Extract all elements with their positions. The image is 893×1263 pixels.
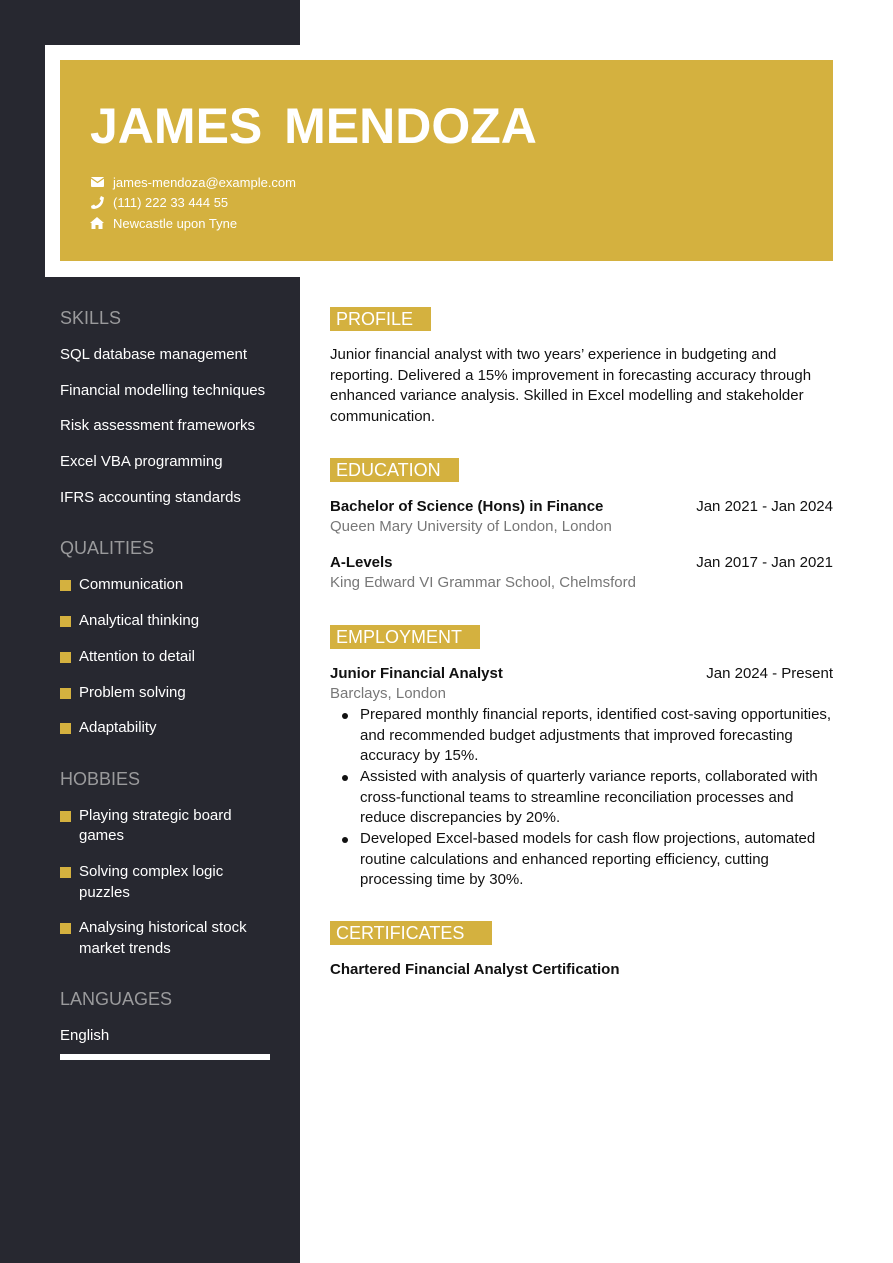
language-level-bar xyxy=(60,1054,270,1060)
quality-item xyxy=(60,575,275,596)
achievement-item: Assisted with analysis of quarterly variance reports, collaborated with cross-functional teams to streamline reconciliation processes and reduce discrepancies by 20%. xyxy=(330,767,833,829)
certificates-heading: CERTIFICATES xyxy=(330,921,492,945)
education-entry xyxy=(330,497,833,538)
language-name: English xyxy=(60,1027,110,1045)
skill-item: Risk assessment frameworks xyxy=(60,417,256,435)
quality-text: Attention to detail xyxy=(79,647,195,665)
skill-item: IFRS accounting standards xyxy=(60,488,241,506)
square-bullet-icon xyxy=(60,688,71,699)
location-text: Newcastle upon Tyne xyxy=(113,215,238,231)
quality-text: Communication xyxy=(79,576,184,594)
certificate-item: Chartered Financial Analyst Certification xyxy=(330,961,620,979)
degree-title: A-Levels xyxy=(330,553,393,571)
envelope-icon xyxy=(90,175,104,189)
hobby-text: Playing strategic board games xyxy=(79,806,232,845)
language-level-fill xyxy=(60,1054,270,1060)
quality-item xyxy=(60,718,275,739)
skill-item: SQL database management xyxy=(60,346,248,363)
school-name: Queen Mary University of London, London xyxy=(330,518,612,536)
profile-heading: PROFILE xyxy=(330,307,431,331)
contact-list xyxy=(90,172,296,234)
hobby-item xyxy=(60,918,275,959)
quality-item xyxy=(60,647,275,668)
skill-item: Financial modelling techniques xyxy=(60,381,266,399)
employment-entry xyxy=(330,664,833,891)
education-entry xyxy=(330,553,833,594)
header xyxy=(60,60,833,261)
square-bullet-icon xyxy=(60,580,71,591)
hobbies-heading: HOBBIES xyxy=(60,768,141,789)
job-title: Junior Financial Analyst xyxy=(330,664,503,682)
quality-text: Analytical thinking xyxy=(79,612,200,630)
quality-text: Problem solving xyxy=(79,683,186,701)
hobby-item xyxy=(60,806,275,847)
email-text: james-mendoza@example.com xyxy=(113,174,296,190)
hobby-item xyxy=(60,862,275,903)
skill-item: Excel VBA programming xyxy=(60,453,223,471)
employment-heading: EMPLOYMENT xyxy=(330,625,480,649)
square-bullet-icon xyxy=(60,723,71,734)
education-dates: Jan 2021 - Jan 2024 xyxy=(696,497,833,515)
profile-text: Junior financial analyst with two years’ experience in budgeting and reporting. Delivered a 15% improvement in forecasting accuracy through enhanced variance analysis. Skilled in Excel modelling and stakeholder communication. xyxy=(330,346,812,426)
home-icon xyxy=(90,216,104,230)
phone-text: (111) 222 33 444 55 xyxy=(113,195,229,211)
quality-item xyxy=(60,611,275,632)
quality-text: Adaptability xyxy=(79,719,157,737)
square-bullet-icon xyxy=(60,923,71,934)
quality-item xyxy=(60,683,275,704)
main-content xyxy=(330,307,833,978)
square-bullet-icon xyxy=(60,867,71,878)
employment-dates: Jan 2024 - Present xyxy=(706,664,833,682)
contact-phone xyxy=(90,193,296,214)
contact-location xyxy=(90,213,296,234)
phone-icon xyxy=(90,196,104,210)
education-heading: EDUCATION xyxy=(330,458,459,482)
achievement-list xyxy=(330,705,833,891)
candidate-name: JAMES MENDOZA xyxy=(90,98,537,154)
square-bullet-icon xyxy=(60,811,71,822)
achievement-item: Developed Excel-based models for cash flow projections, automated routine calculations and enhanced reporting efficiency, cutting processing time by 30%. xyxy=(330,829,833,891)
contact-email xyxy=(90,172,296,193)
hobby-text: Solving complex logic puzzles xyxy=(79,863,224,901)
degree-title: Bachelor of Science (Hons) in Finance xyxy=(330,497,604,515)
achievement-item: Prepared monthly financial reports, identified cost-saving opportunities, and recommended budget adjustments that improved forecasting accuracy by 15%. xyxy=(330,705,833,767)
sidebar xyxy=(60,307,275,1060)
hobby-text: Analysing historical stock market trends xyxy=(79,919,247,957)
qualities-heading: QUALITIES xyxy=(60,538,155,559)
square-bullet-icon xyxy=(60,616,71,627)
skills-heading: SKILLS xyxy=(60,308,122,328)
languages-heading: LANGUAGES xyxy=(60,989,173,1010)
square-bullet-icon xyxy=(60,652,71,663)
school-name: King Edward VI Grammar School, Chelmsford xyxy=(330,574,636,592)
education-dates: Jan 2017 - Jan 2021 xyxy=(696,553,833,571)
company-name: Barclays, London xyxy=(330,685,446,703)
